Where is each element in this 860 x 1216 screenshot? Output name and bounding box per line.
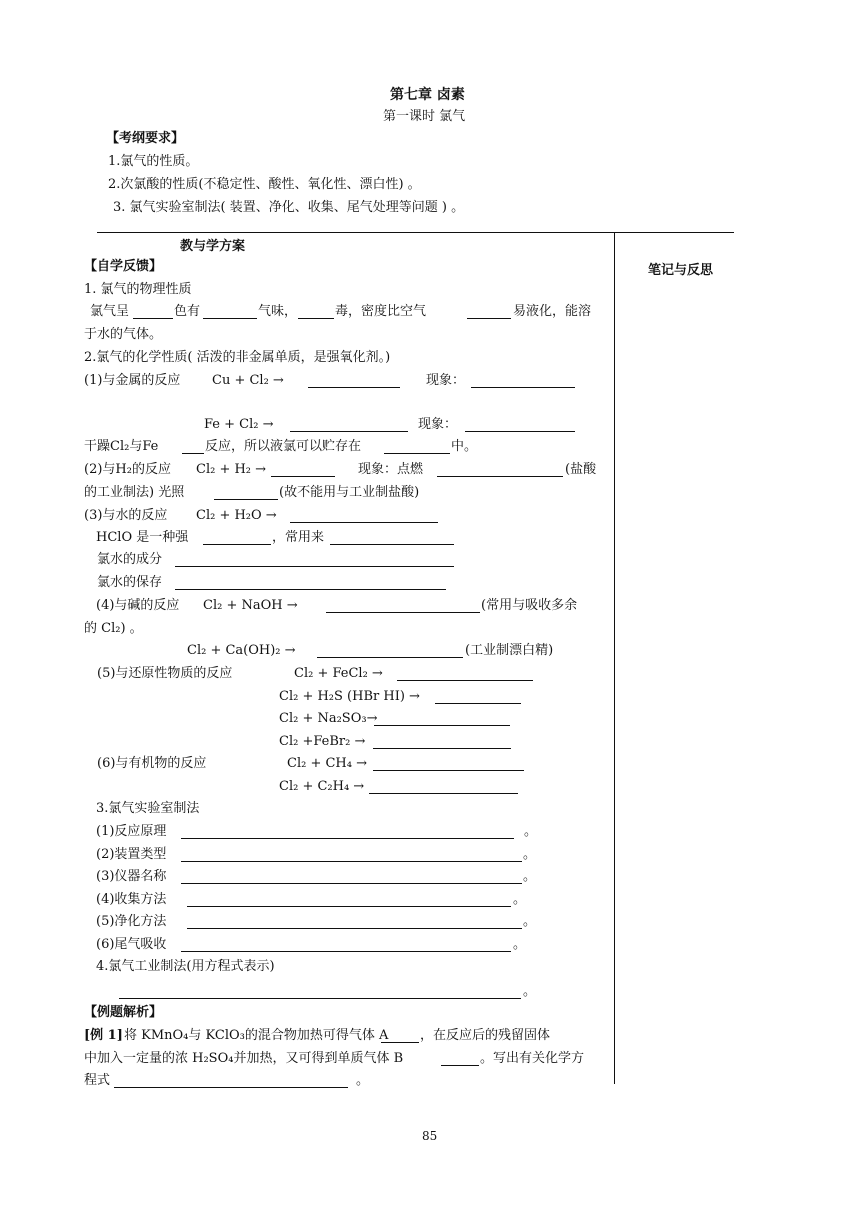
syllabus-item: 3. 氯气实验室制法( 装置、净化、收集、尾气处理等问题 ) 。 (113, 200, 465, 215)
text: 易液化，能溶 (513, 304, 592, 319)
section-title: 3.氯气实验室制法 (96, 801, 200, 816)
text: 。 (513, 937, 527, 952)
text: 程式 (84, 1073, 111, 1088)
lesson-title: 第一课时 氯气 (383, 109, 466, 124)
blank[interactable] (397, 665, 533, 681)
blank[interactable] (181, 823, 514, 839)
text: 气味， (258, 304, 298, 319)
text: 的工业制法) 光照 (84, 485, 185, 500)
blank[interactable] (187, 891, 511, 907)
blank[interactable] (435, 688, 521, 704)
table-top-rule (97, 232, 734, 233)
text: 现象： (418, 417, 458, 432)
reaction-label: (5)与还原性物质的反应 (97, 666, 233, 681)
example-tag: [例 1] (84, 1028, 123, 1043)
blank[interactable] (187, 913, 522, 929)
text: 。 (523, 847, 537, 862)
text: 反应，所以液氯可以贮存在 (205, 439, 362, 454)
text: 色有 (174, 304, 201, 319)
blank[interactable] (374, 710, 510, 726)
text: 中。 (451, 439, 478, 454)
table-column-divider (614, 232, 615, 1084)
equation: Cl₂ + CH₄ → (287, 756, 367, 771)
reaction-label: (4)与碱的反应 (96, 598, 180, 613)
blank[interactable] (214, 484, 278, 500)
blank[interactable] (373, 755, 524, 771)
equation: Cl₂ + Na₂SO₃→ (279, 711, 378, 726)
text: 于水的气体。 (84, 327, 163, 342)
list-item: (1)反应原理 (96, 824, 167, 839)
self-study-heading: 【自学反馈】 (84, 259, 163, 274)
text: 。 (523, 869, 537, 884)
text: 现象：点燃 (358, 462, 424, 477)
blank[interactable] (175, 574, 446, 590)
blank[interactable] (467, 303, 511, 319)
text: (常用与吸收多余 (481, 598, 578, 613)
text: 。 (524, 824, 538, 839)
list-item: (2)装置类型 (96, 847, 167, 862)
blank[interactable] (203, 303, 257, 319)
equation: Cl₂ + H₂ → (196, 462, 267, 477)
side-column-header: 笔记与反思 (648, 263, 714, 278)
text: 。 (356, 1073, 370, 1088)
text: 的 Cl₂) 。 (84, 621, 143, 636)
blank[interactable] (326, 597, 480, 613)
equation: Cl₂ + H₂S (HBr HI) → (279, 689, 420, 704)
blank[interactable] (181, 846, 522, 862)
text: 干躁Cl₂与Fe (84, 439, 159, 454)
syllabus-item: 2.次氯酸的性质(不稳定性、酸性、氧化性、漂白性) 。 (108, 177, 421, 192)
blank[interactable] (182, 438, 204, 454)
list-item: (4)收集方法 (96, 892, 167, 907)
blank[interactable] (308, 372, 400, 388)
page-number: 85 (422, 1129, 438, 1143)
blank[interactable] (381, 1027, 419, 1043)
blank[interactable] (384, 438, 450, 454)
blank[interactable] (175, 551, 454, 567)
text: 。写出有关化学方 (480, 1051, 585, 1066)
blank[interactable] (441, 1050, 479, 1066)
syllabus-heading: 【考纲要求】 (106, 131, 185, 146)
equation: Cl₂ +FeBr₂ → (279, 734, 366, 749)
blank[interactable] (437, 461, 563, 477)
equation: Cl₂ + Ca(OH)₂ → (187, 643, 296, 658)
text: 。 (513, 892, 527, 907)
text: 氯气呈 (90, 304, 130, 319)
blank[interactable] (133, 303, 173, 319)
text: HClO 是一种强 (96, 530, 189, 545)
text: ，在反应后的残留固体 (420, 1028, 551, 1043)
chapter-title: 第七章 卤素 (390, 87, 465, 103)
blank[interactable] (330, 529, 454, 545)
blank[interactable] (317, 642, 463, 658)
blank[interactable] (373, 733, 511, 749)
equation: Cu + Cl₂ → (212, 373, 284, 388)
text: 现象： (426, 373, 466, 388)
reaction-label: (3)与水的反应 (84, 508, 168, 523)
example-heading: 【例题解析】 (84, 1005, 163, 1020)
text: (盐酸 (565, 462, 597, 477)
section-title: 2.氯气的化学性质( 活泼的非金属单质，是强氧化剂。) (84, 350, 391, 365)
text: 将 KMnO₄与 KClO₃的混合物加热可得气体 A (124, 1028, 389, 1043)
equation: Cl₂ + H₂O → (196, 508, 277, 523)
reaction-label: (2)与H₂的反应 (84, 462, 171, 477)
equation: Cl₂ + NaOH → (203, 598, 298, 613)
list-item: (5)净化方法 (96, 914, 167, 929)
text: (工业制漂白精) (465, 643, 554, 658)
text: 氯水的成分 (97, 552, 163, 567)
blank[interactable] (181, 868, 522, 884)
text: 。 (523, 914, 537, 929)
equation: Cl₂ + FeCl₂ → (294, 666, 383, 681)
blank[interactable] (471, 372, 575, 388)
syllabus-item: 1.氯气的性质。 (108, 154, 199, 169)
blank[interactable] (465, 416, 575, 432)
blank[interactable] (298, 303, 334, 319)
blank[interactable] (271, 461, 335, 477)
text: ，常用来 (272, 530, 325, 545)
list-item: (3)仪器名称 (96, 869, 167, 884)
blank[interactable] (203, 529, 271, 545)
text: 氯水的保存 (97, 575, 163, 590)
equation: Cl₂ + C₂H₄ → (279, 779, 365, 794)
blank[interactable] (181, 936, 511, 952)
text: 毒，密度比空气 (335, 304, 427, 319)
reaction-label: (6)与有机物的反应 (97, 756, 207, 771)
text: 。 (523, 984, 537, 999)
blank[interactable] (369, 778, 518, 794)
blank[interactable] (114, 1072, 348, 1088)
section-title: 4.氯气工业制法(用方程式表示) (96, 959, 275, 974)
equation: Fe + Cl₂ → (204, 417, 274, 432)
text: 中加入一定量的浓 H₂SO₄并加热，又可得到单质气体 B (84, 1051, 404, 1066)
reaction-label: (1)与金属的反应 (84, 373, 181, 388)
main-column-header: 教与学方案 (180, 239, 246, 254)
list-item: (6)尾气吸收 (96, 937, 167, 952)
blank[interactable] (119, 983, 521, 999)
blank[interactable] (290, 416, 408, 432)
blank[interactable] (290, 507, 438, 523)
text: (故不能用与工业制盐酸) (279, 485, 420, 500)
section-title: 1. 氯气的物理性质 (84, 282, 192, 297)
